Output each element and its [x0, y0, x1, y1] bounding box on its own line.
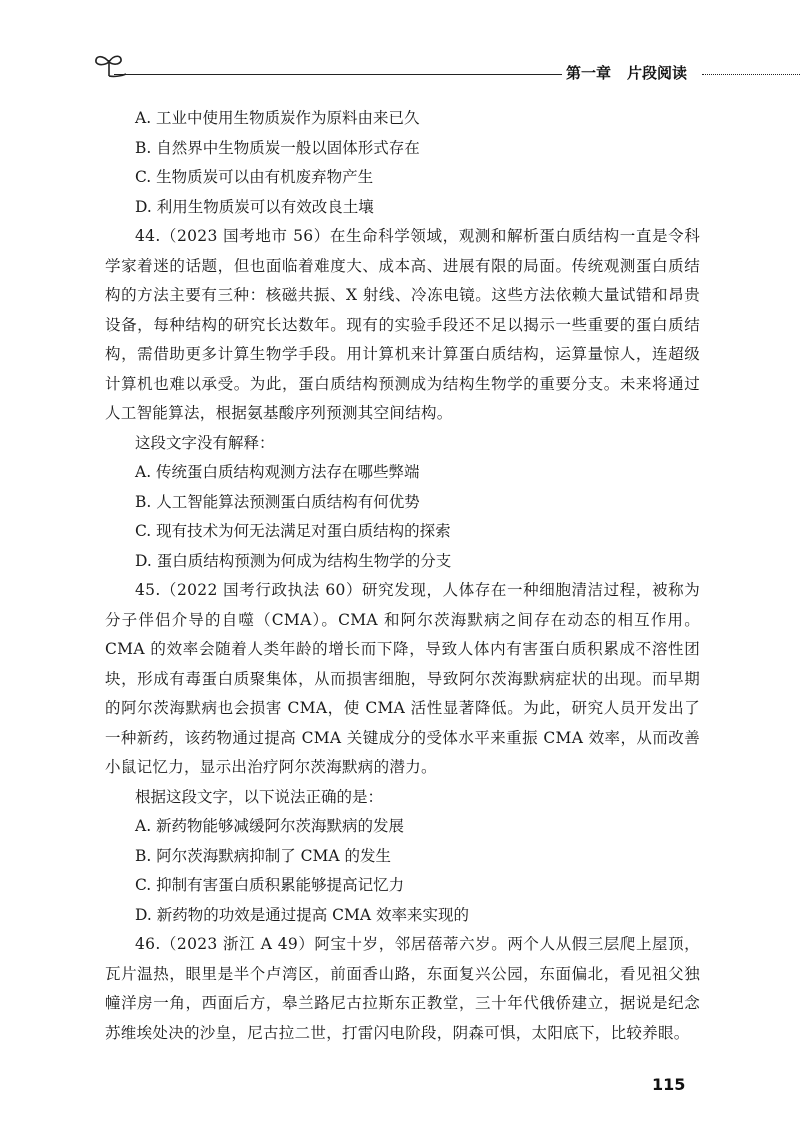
- q44-option-c: C. 现有技术为何无法满足对蛋白质结构的探索: [135, 522, 451, 540]
- page-number: 115: [652, 1075, 686, 1094]
- q45-option-d: D. 新药物的功效是通过提高 CMA 效率来实现的: [135, 905, 470, 924]
- q46-stem: 46.（2023 浙江 A 49）阿宝十岁，邻居蓓蒂六岁。两个人从假三层爬上屋顶，瓦片温热，眼里是半个卢湾区，前面香山路，东面复兴公园，东面偏北，看见祖父独幢洋房一角，西面后方，皋兰路尼古拉斯东正教堂，三十年代俄侨建立，据说是纪念苏维埃处决的沙皇，尼古拉二世，打雷闪电阶段，阴森可惧，太阳底下，比较养眼。: [105, 935, 700, 1042]
- page-content: [105, 104, 700, 1048]
- q44-option-b: B. 人工智能算法预测蛋白质结构有何优势: [135, 492, 420, 511]
- q44-question: 这段文字没有解释：: [135, 433, 275, 452]
- q43-option-d: D. 利用生物质炭可以有效改良土壤: [135, 197, 374, 216]
- q44-option-d: D. 蛋白质结构预测为何成为结构生物学的分支: [135, 551, 452, 570]
- q45-question: 根据这段文字，以下说法正确的是：: [135, 787, 384, 806]
- section-label: 片段阅读: [627, 64, 688, 82]
- page-header: [92, 46, 704, 86]
- q45-option-b: B. 阿尔茨海默病抑制了 CMA 的发生: [135, 846, 392, 865]
- chapter-label: 第一章: [566, 64, 612, 82]
- q43-option-c: C. 生物质炭可以由有机废弃物产生: [135, 168, 374, 186]
- q45-option-a: A. 新药物能够减缓阿尔茨海默病的发展: [135, 817, 405, 835]
- header-rule-right: [702, 74, 800, 75]
- q43-option-a: A. 工业中使用生物质炭作为原料由来已久: [135, 109, 420, 127]
- chapter-title: [562, 62, 691, 83]
- q43-option-b: B. 自然界中生物质炭一般以固体形式存在: [135, 138, 420, 157]
- q44-stem: 44.（2023 国考地市 56）在生命科学领域，观测和解析蛋白质结构一直是令科学家着迷的话题，但也面临着难度大、成本高、进展有限的局面。传统观测蛋白质结构的方法主要有三种：核磁共振、X 射线、冷冻电镜。这些方法依赖大量试错和昂贵设备，每种结构的研究长达数年。现有的实验手段还不足以揭示一些重要的蛋白质结构，需借助更多计算生物学手段。用计算机来计算蛋白质结构，运算量惊人，连超级计算机也难以承受。为此，蛋白质结构预测成为结构生物学的重要分支。未来将通过人工智能算法，根据氨基酸序列预测其空间结构。: [105, 227, 700, 422]
- q45-option-c: C. 抑制有害蛋白质积累能够提高记忆力: [135, 876, 405, 894]
- q44-option-a: A. 传统蛋白质结构观测方法存在哪些弊端: [135, 463, 420, 481]
- q45-stem: 45.（2022 国考行政执法 60）研究发现，人体存在一种细胞清洁过程，被称为分子伴侣介导的自噬（CMA）。CMA 和阿尔茨海默病之间存在动态的相互作用。CMA 的效率会随着人类年龄的增长而下降，导致人体内有害蛋白质积累成不溶性团块，形成有毒蛋白质聚集体，从而损害细胞，导致阿尔茨海默病症状的出现。而早期的阿尔茨海默病也会损害 CMA，使 CMA 活性显著降低。为此，研究人员开发出了一种新药，该药物通过提高 CMA 关键成分的受体水平来重振 CMA 效率，从而改善小鼠记忆力，显示出治疗阿尔茨海默病的潜力。: [105, 581, 700, 776]
